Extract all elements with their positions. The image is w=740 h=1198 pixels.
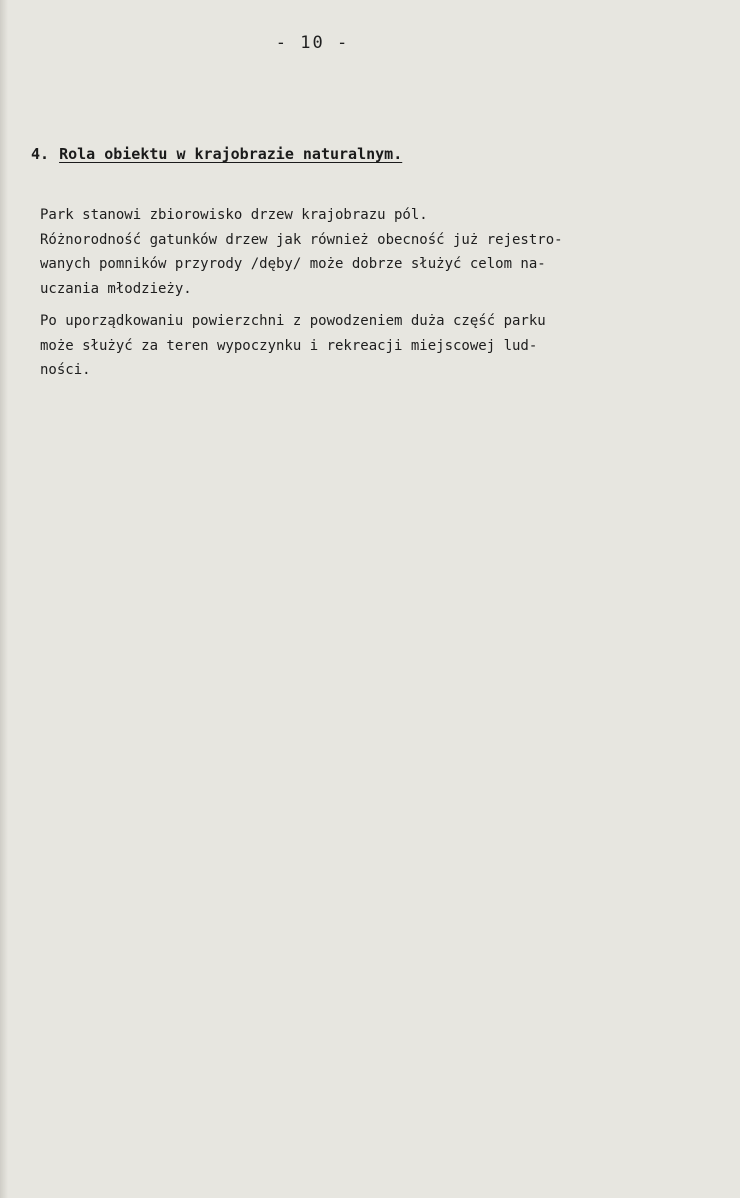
text-line: wanych pomników przyrody /dęby/ może dobrze służyć celom na- xyxy=(40,256,546,272)
page-edge xyxy=(0,0,8,1198)
section-heading xyxy=(31,145,402,163)
text-line: Po uporządkowaniu powierzchni z powodzeniem duża część parku xyxy=(40,313,546,329)
paragraph-3 xyxy=(40,309,710,383)
text-line: uczania młodzieży. xyxy=(40,280,192,297)
section-number: 4. xyxy=(31,145,50,163)
body-text xyxy=(40,203,710,383)
text-line: Park stanowi zbiorowisko drzew krajobrazu pól. xyxy=(40,207,428,223)
text-line: ności. xyxy=(40,362,91,378)
paragraph-1 xyxy=(40,203,710,228)
paragraph-2 xyxy=(40,228,710,302)
page-number: - 10 - xyxy=(275,33,350,53)
section-title: Rola obiektu w krajobrazie naturalnym. xyxy=(59,145,403,163)
text-line: Różnorodność gatunków drzew jak również obecność już rejestro- xyxy=(40,231,563,248)
text-line: może służyć za teren wypoczynku i rekreacji miejscowej lud- xyxy=(40,337,538,354)
